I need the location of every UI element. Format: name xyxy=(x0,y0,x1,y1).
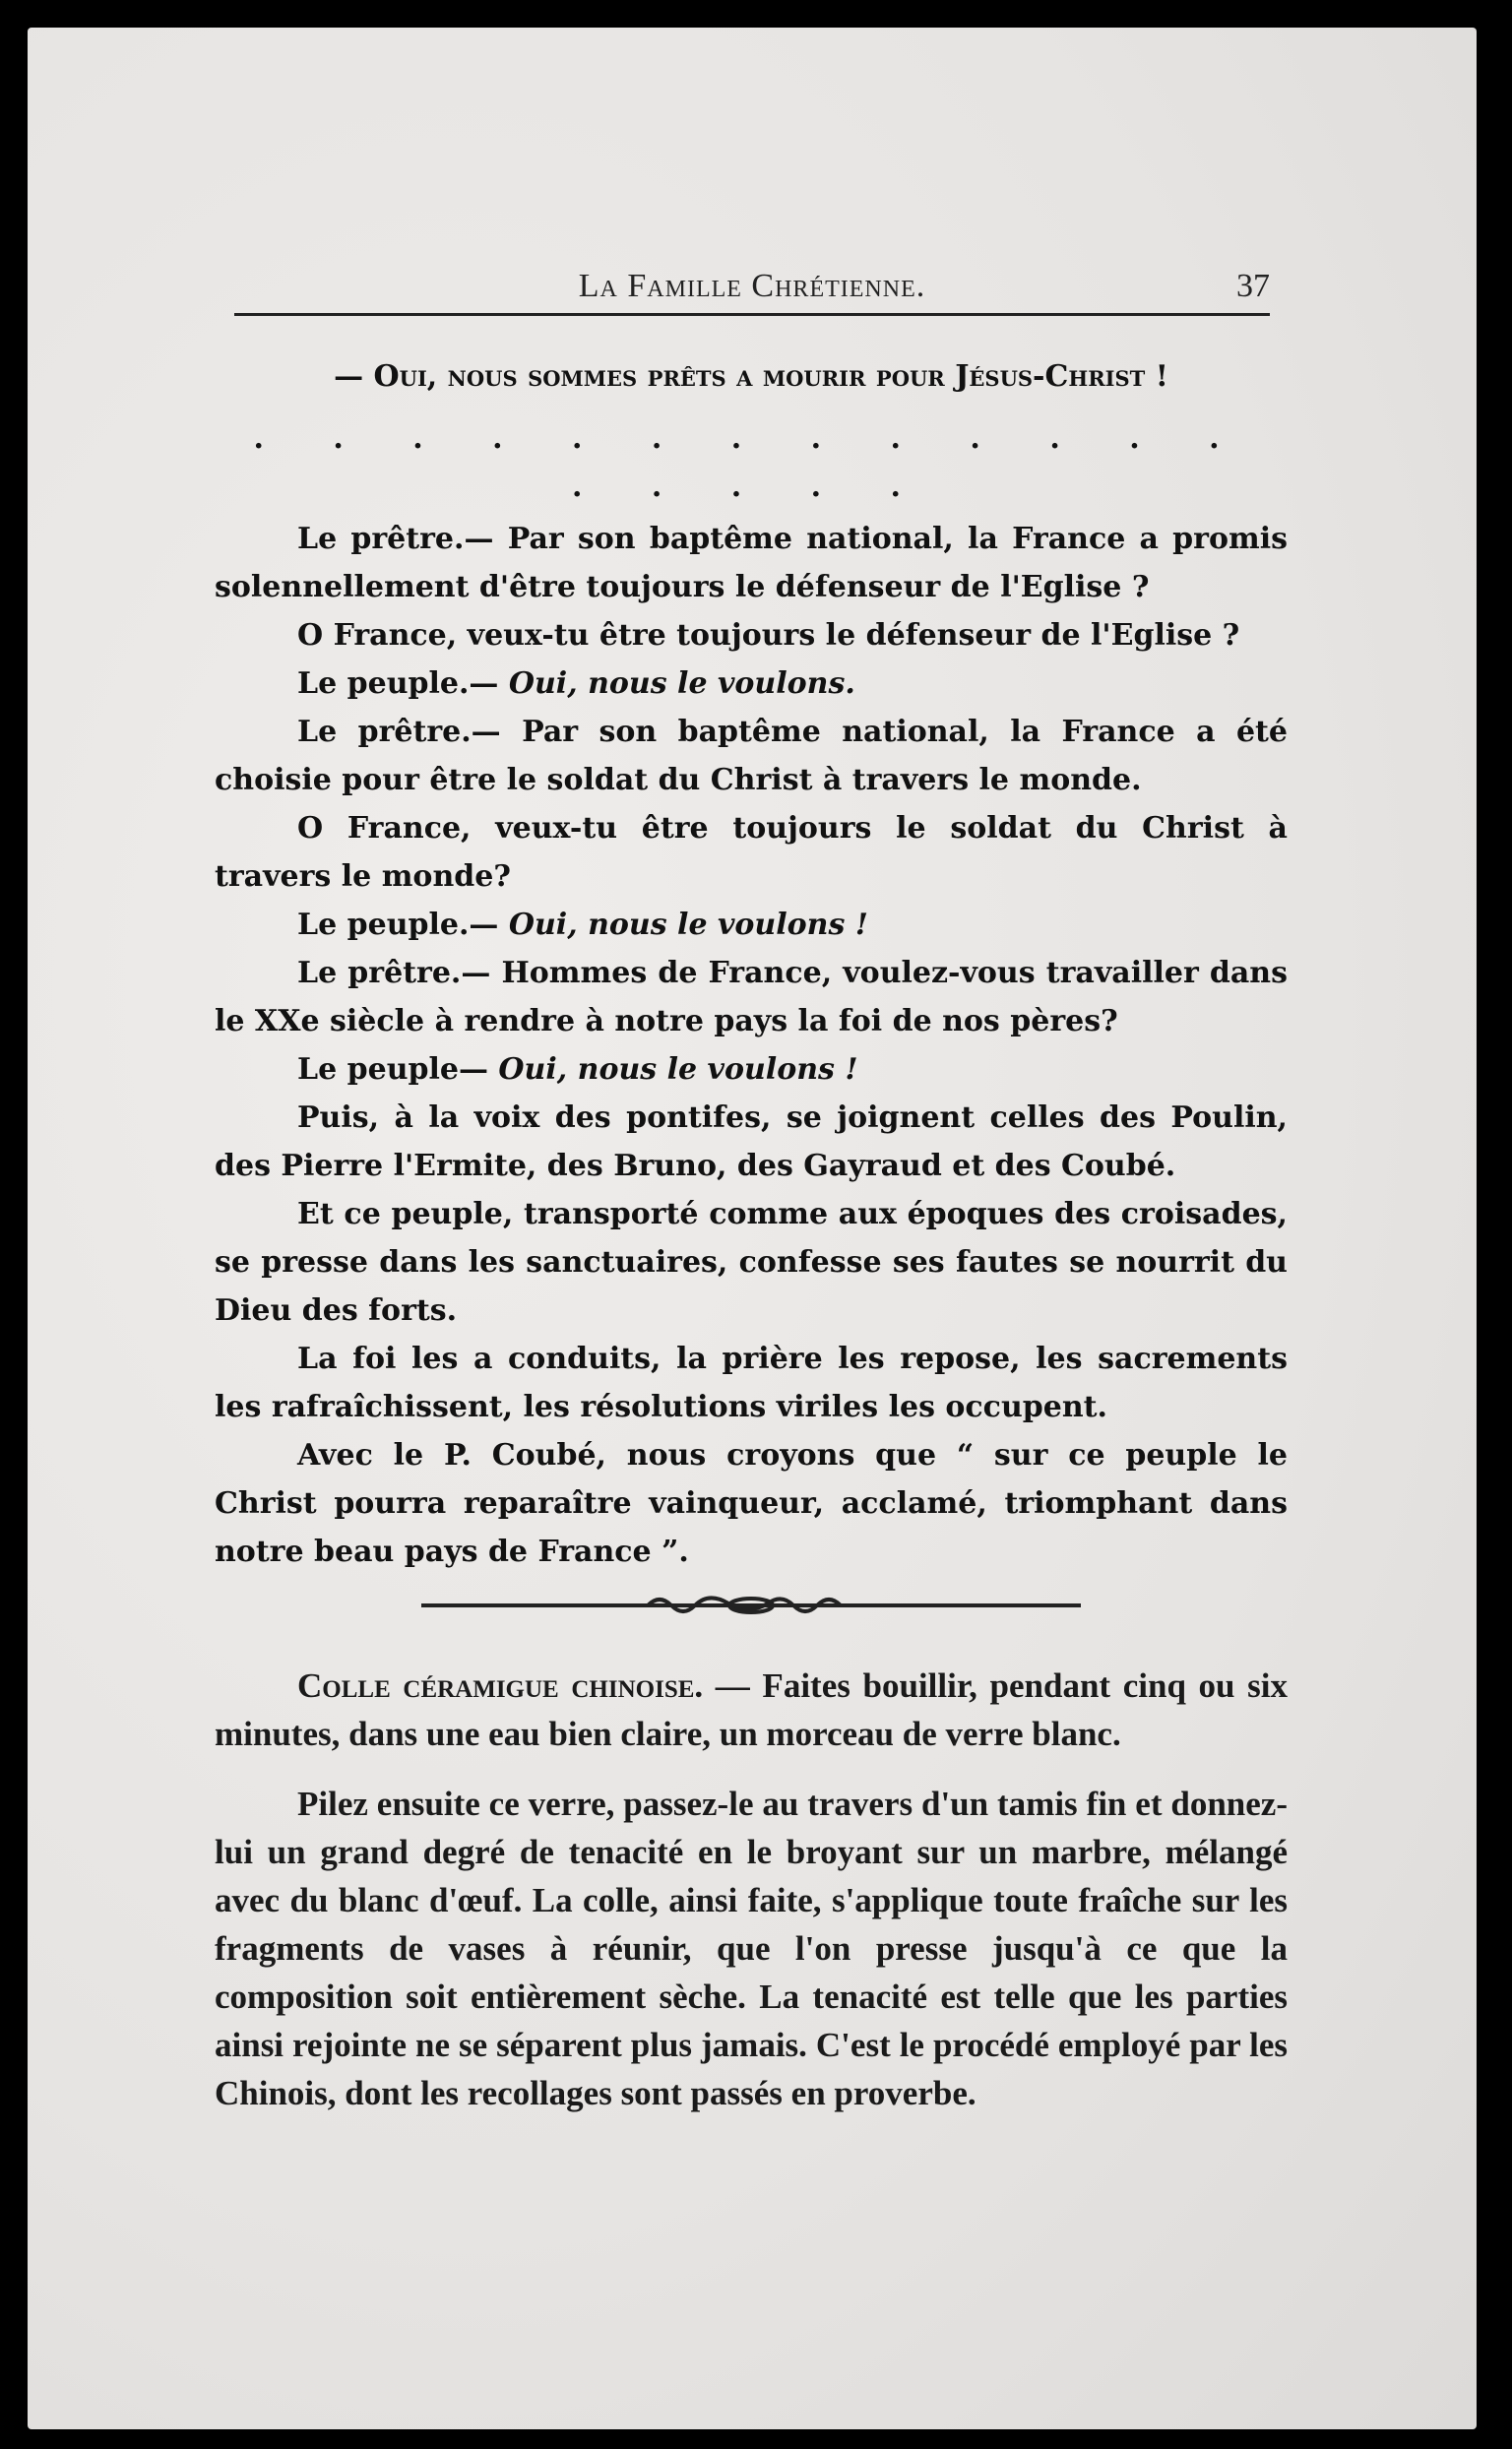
speaker: Le peuple.— xyxy=(297,666,499,701)
paragraph xyxy=(215,659,1288,708)
running-title: La Famille Chrétienne. xyxy=(578,268,926,304)
speaker: Le peuple— xyxy=(297,1052,488,1087)
ellipsis-line: . . . . . . . . . . . . . . . . . . xyxy=(253,421,1249,504)
recipe-text: — Faites bouillir, pendant cinq ou six minutes, dans une eau bien claire, un morceau de verre blanc. xyxy=(215,1666,1288,1753)
paragraph: O France, veux-tu être toujours le défenseur de l'Eglise ? xyxy=(297,618,1240,653)
paragraph xyxy=(215,1045,1288,1094)
book-page xyxy=(28,28,1477,2429)
paragraph: Pilez ensuite ce verre, passez-le au travers d'un tamis fin et donnez-lui un grand degré de tenacité en le broyant sur un marbre, mélangé avec du blanc d'œuf. La colle, ainsi faite, s'applique toute fraîche sur les fragments de vases à réunir, que l'on presse jusqu'à ce que la composition soit entièrement sèche. La tenacité est telle que les parties ainsi rejointe ne se séparent plus jamais. C'est le procédé employé par les Chinois, dont les recollages sont passés en proverbe. xyxy=(215,1785,1288,2112)
page-number: 37 xyxy=(1236,268,1270,304)
running-head xyxy=(234,264,1270,316)
oath-line: — Oui, nous sommes prêts a mourir pour Jésus-Christ ! xyxy=(334,359,1168,394)
paragraph: Puis, à la voix des pontifes, se joignent celles des Poulin, des Pierre l'Ermite, des Bruno, des Gayraud et des Coubé. xyxy=(215,1100,1288,1183)
paragraph xyxy=(215,1662,1288,1758)
reply: Oui, nous le voulons ! xyxy=(508,908,868,942)
paragraph: Le prêtre.— Par son baptême national, la France a promis solennellement d'être toujours le défenseur de l'Eglise ? xyxy=(215,522,1288,604)
paragraph xyxy=(215,901,1288,949)
paragraph: Le prêtre.— Hommes de France, voulez-vous travailler dans le XXe siècle à rendre à notre pays la foi de nos pères? xyxy=(215,956,1288,1038)
paragraph: O France, veux-tu être toujours le soldat du Christ à travers le monde? xyxy=(215,811,1288,894)
paragraph: La foi les a conduits, la prière les repose, les sacrements les rafraîchissent, les résolutions viriles les occupent. xyxy=(215,1342,1288,1424)
paragraph: Le prêtre.— Par son baptême national, la France a été choisie pour être le soldat du Christ à travers le monde. xyxy=(215,715,1288,797)
reply: Oui, nous le voulons. xyxy=(508,666,855,701)
recipe-heading: Colle céramigue chinoise. xyxy=(297,1666,704,1705)
section-dialogue xyxy=(215,352,1288,1576)
ornament-divider xyxy=(421,1591,1081,1620)
speaker: Le peuple.— xyxy=(297,908,499,942)
reply: Oui, nous le voulons ! xyxy=(498,1052,858,1087)
section-recipe xyxy=(215,1662,1288,2117)
paragraph: Avec le P. Coubé, nous croyons que “ sur ce peuple le Christ pourra reparaître vainqueur, acclamé, triomphant dans notre beau pays de France ”. xyxy=(215,1438,1288,1569)
paragraph: Et ce peuple, transporté comme aux époques des croisades, se presse dans les sanctuaires, confesse ses fautes se nourrit du Dieu des forts. xyxy=(215,1197,1288,1328)
